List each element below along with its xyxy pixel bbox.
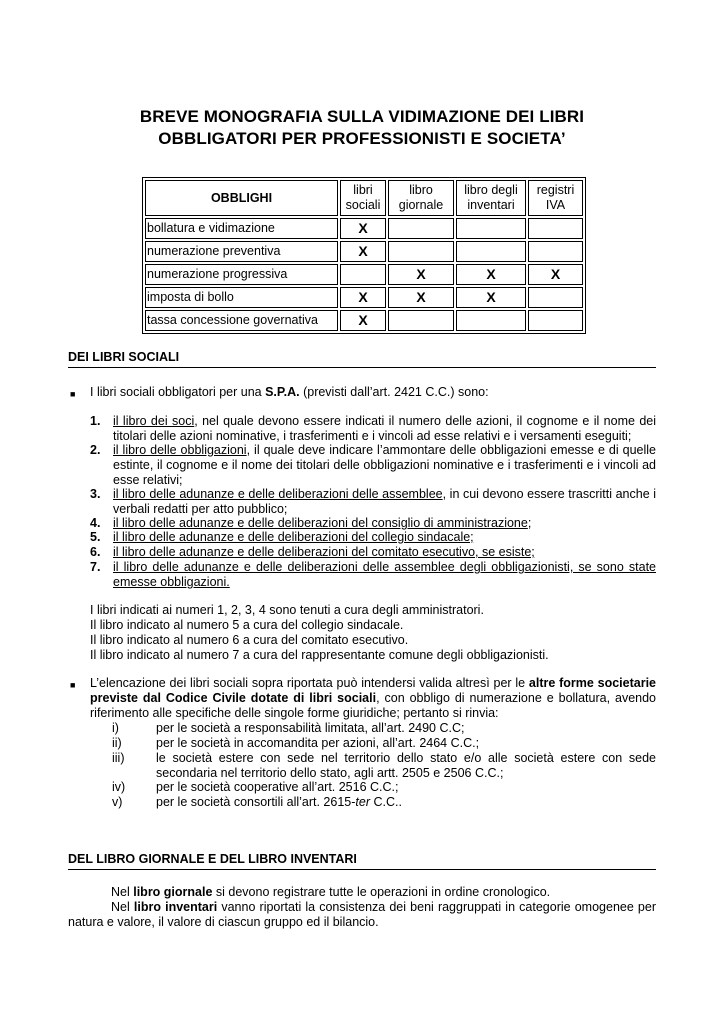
- cell-mark: [456, 218, 526, 239]
- bullet-square-icon: ■: [70, 389, 76, 399]
- title-line-2: OBBLIGATORI PER PROFESSIONISTI E SOCIETA’: [158, 129, 566, 148]
- cell-mark: X: [340, 218, 386, 239]
- cell-mark: [388, 310, 454, 331]
- cell-mark: X: [340, 241, 386, 262]
- bullet-square-icon: ■: [70, 680, 76, 690]
- table-row: [145, 264, 583, 285]
- list-item: 1. il libro dei soci, nel quale devono essere indicati il numero delle azioni, il cognome e il nome dei titolari delle azioni nominative, i trasferimenti e i vincoli ad esse relativi e i versamenti eseguiti;: [90, 414, 656, 443]
- list-item: 5. il libro delle adunanze e delle deliberazioni del collegio sindacale;: [90, 530, 474, 544]
- note-line: Il libro indicato al numero 6 a cura del comitato esecutivo.: [90, 633, 409, 647]
- cell-mark: X: [340, 310, 386, 331]
- roman-list-item: i) per le società a responsabilità limitata, all’art. 2490 C.C;: [112, 721, 465, 735]
- roman-list-item: ii) per le società in accomandita per azioni, all’art. 2464 C.C.;: [112, 736, 480, 750]
- cell-mark: [528, 241, 583, 262]
- section-heading-libri-sociali: DEI LIBRI SOCIALI: [68, 350, 656, 368]
- cell-mark: [456, 241, 526, 262]
- cell-mark: X: [388, 287, 454, 308]
- obligations-table: [142, 177, 586, 334]
- title-line-1: BREVE MONOGRAFIA SULLA VIDIMAZIONE DEI LIBRI: [139, 107, 585, 126]
- cell-mark: X: [388, 264, 454, 285]
- note-line: I libri indicati ai numeri 1, 2, 3, 4 sono tenuti a cura degli amministratori.: [90, 603, 484, 617]
- roman-list-item: iii) le società estere con sede nel territorio dello stato e/o alle società estere con sede secondaria nel territorio dello stato, agli artt. 2505 e 2506 C.C.;: [112, 751, 656, 780]
- list-item: 6. il libro delle adunanze e delle deliberazioni del comitato esecutivo, se esiste;: [90, 545, 535, 559]
- roman-list-item: v) per le società consortili all’art. 2615-ter C.C..: [112, 795, 402, 809]
- cell-mark: [456, 310, 526, 331]
- cell-mark: [388, 218, 454, 239]
- table-row: [145, 287, 583, 308]
- row-label: numerazione preventiva: [145, 241, 338, 262]
- header-registri-iva: registri IVA: [528, 180, 583, 216]
- roman-list-item: iv) per le società cooperative all’art. 2516 C.C.;: [112, 780, 399, 794]
- paragraph-libro-giornale: Nel libro giornale si devono registrare tutte le operazioni in ordine cronologico.: [111, 885, 551, 899]
- row-label: imposta di bollo: [145, 287, 338, 308]
- cell-mark: X: [456, 287, 526, 308]
- cell-mark: [340, 264, 386, 285]
- table-header-row: [145, 180, 583, 216]
- list-item: 7. il libro delle adunanze e delle deliberazioni delle assemblee degli obbligazionisti, se sono state emesse obbligazioni.: [90, 560, 656, 589]
- note-line: Il libro indicato al numero 7 a cura del rappresentante comune degli obbligazionisti.: [90, 648, 549, 662]
- cell-mark: [528, 287, 583, 308]
- section-heading-giornale-inventari: DEL LIBRO GIORNALE E DEL LIBRO INVENTARI: [68, 852, 656, 870]
- row-label: numerazione progressiva: [145, 264, 338, 285]
- list-item: 2. il libro delle obbligazioni, il quale deve indicare l’ammontare delle obbligazioni emesse e di quelle estinte, il cognome e il nome dei titolari delle obbligazioni nominative e i trasferimenti e i vincoli ad esse relativi;: [90, 443, 657, 487]
- header-libro-inventari: libro degli inventari: [456, 180, 526, 216]
- cell-mark: [528, 310, 583, 331]
- bullet-altre-forme-societarie: L’elencazione dei libri sociali sopra riportata può intendersi valida altresì per le altre forme societarie previste dal Codice Civile dotate di libri sociali, con obbligo di numerazione e bollatura, avendo riferimento alle specifiche delle singole forme giuridiche; pertanto si rinvia:: [90, 676, 657, 720]
- header-libro-giornale: libro giornale: [388, 180, 454, 216]
- cell-mark: X: [340, 287, 386, 308]
- table-row: [145, 241, 583, 262]
- table-row: [145, 218, 583, 239]
- row-label: bollatura e vidimazione: [145, 218, 338, 239]
- note-line: Il libro indicato al numero 5 a cura del collegio sindacale.: [90, 618, 404, 632]
- table-row: [145, 310, 583, 331]
- header-libri-sociali: libri sociali: [340, 180, 386, 216]
- cell-mark: [528, 218, 583, 239]
- row-label: tassa concessione governativa: [145, 310, 338, 331]
- list-item: 3. il libro delle adunanze e delle deliberazioni delle assemblee, in cui devono essere trascritti anche i verbali redatti per atto pubblico;: [90, 487, 657, 516]
- cell-mark: [388, 241, 454, 262]
- cell-mark: X: [456, 264, 526, 285]
- bullet-libri-sociali-spa: I libri sociali obbligatori per una S.P.A. (previsti dall’art. 2421 C.C.) sono:: [90, 385, 489, 399]
- document-title: [70, 106, 654, 150]
- list-item: 4. il libro delle adunanze e delle deliberazioni del consiglio di amministrazione;: [90, 516, 532, 530]
- paragraph-libro-inventari: Nel libro inventari vanno riportati la consistenza dei beni raggruppati in categorie omogenee per natura e valore, il valore di ciascun gruppo ed il bilancio.: [68, 900, 657, 929]
- header-obblighi: OBBLIGHI: [145, 180, 338, 216]
- cell-mark: X: [528, 264, 583, 285]
